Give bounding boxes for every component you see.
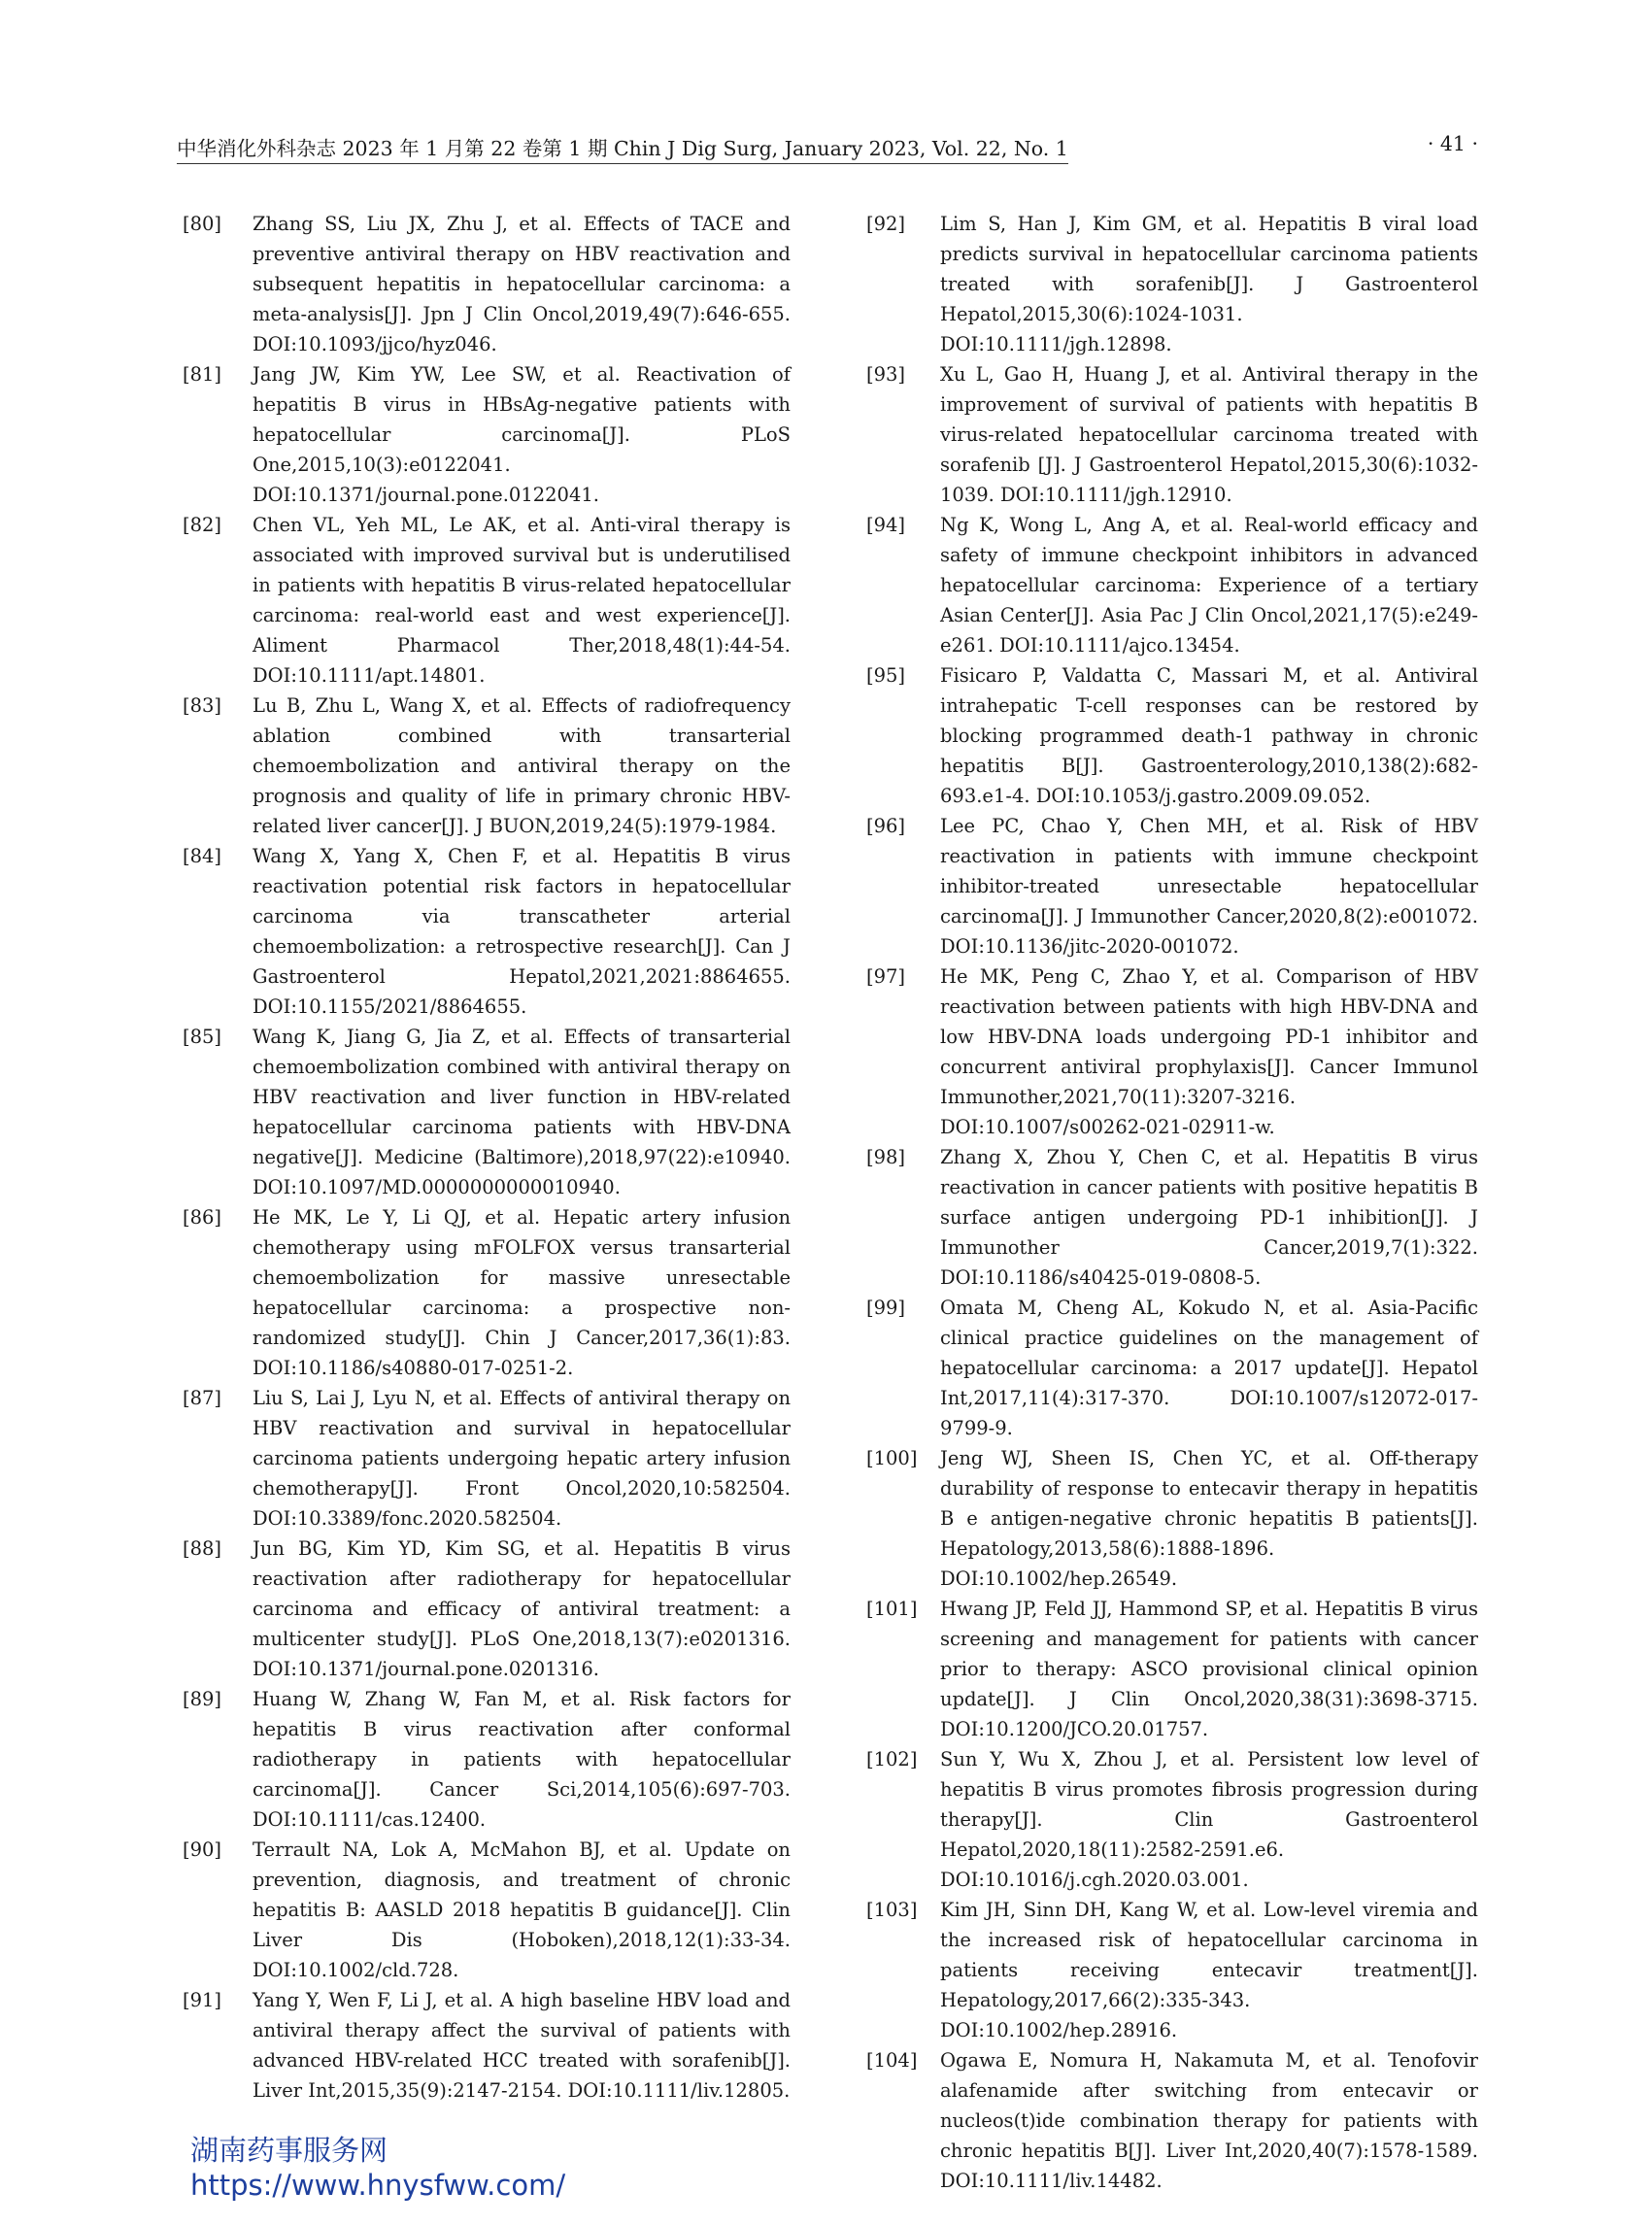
reference-number: [96]: [866, 815, 906, 837]
reference-item: [866, 1443, 1478, 1594]
reference-item: [866, 1895, 1478, 2045]
journal-citation: 中华消化外科杂志 2023 年 1 月第 22 卷第 1 期 Chin J Dig Surg, January 2023, Vol. 22, No. 1: [177, 132, 1068, 164]
reference-number: [88]: [183, 1537, 222, 1560]
reference-number: [93]: [866, 363, 906, 386]
reference-text: Wang K, Jiang G, Jia Z, et al. Effects of transarterial chemoembolization combined with antiviral therapy on HBV reactivation and liver function in HBV-related hepatocellular carcinoma patients with HBV-DNA negative[J]. Medicine (Baltimore),2018,97(22):e10940. DOI:10.1097/MD.0000000000010940.: [253, 1026, 791, 1198]
reference-number: [102]: [866, 1748, 918, 1770]
reference-number: [91]: [183, 1989, 222, 2011]
reference-number: [81]: [183, 363, 222, 386]
reference-item: [866, 510, 1478, 660]
reference-item: [866, 209, 1478, 359]
reference-number: [95]: [866, 664, 906, 687]
reference-text: Omata M, Cheng AL, Kokudo N, et al. Asia-Pacific clinical practice guidelines on the management of hepatocellular carcinoma: a 2017 update[J]. Hepatol Int,2017,11(4):317-370. DOI:10.1007/s12072-017-9799-9.: [940, 1297, 1478, 1439]
reference-text: Lim S, Han J, Kim GM, et al. Hepatitis B viral load predicts survival in hepatocellular carcinoma patients treated with sorafenib[J]. J Gastroenterol Hepatol,2015,30(6):1024-1031. DOI:10.1111/jgh.12898.: [940, 213, 1478, 355]
reference-number: [100]: [866, 1447, 918, 1469]
reference-item: [183, 359, 791, 510]
reference-item: [183, 1383, 791, 1534]
reference-text: Ng K, Wong L, Ang A, et al. Real-world efficacy and safety of immune checkpoint inhibitors in advanced hepatocellular carcinoma: Experience of a tertiary Asian Center[J]. Asia Pac J Clin Oncol,2021,17(5):e249-e261. DOI:10.1111/ajco.13454.: [940, 514, 1478, 657]
reference-number: [80]: [183, 213, 222, 235]
running-header: [177, 132, 1478, 161]
reference-item: [866, 660, 1478, 811]
reference-number: [94]: [866, 514, 906, 536]
reference-column-right: [866, 209, 1478, 2196]
reference-text: Lu B, Zhu L, Wang X, et al. Effects of radiofrequency ablation combined with transarterial chemoembolization and antiviral therapy on the prognosis and quality of life in primary chronic HBV-related liver cancer[J]. J BUON,2019,24(5):1979-1984.: [253, 694, 791, 837]
reference-text: Wang X, Yang X, Chen F, et al. Hepatitis B virus reactivation potential risk factors in hepatocellular carcinoma via transcatheter arterial chemoembolization: a retrospective research[J]. Can J Gastroenterol Hepatol,2021,2021:8864655. DOI:10.1155/2021/8864655.: [253, 845, 791, 1018]
reference-item: [183, 510, 791, 691]
reference-text: Liu S, Lai J, Lyu N, et al. Effects of antiviral therapy on HBV reactivation and survival in hepatocellular carcinoma patients undergoing hepatic artery infusion chemotherapy[J]. Front Oncol,2020,10:582504. DOI:10.3389/fonc.2020.582504.: [253, 1387, 791, 1530]
reference-item: [866, 1594, 1478, 1744]
reference-number: [104]: [866, 2049, 918, 2072]
reference-column-left: [183, 209, 791, 2106]
reference-item: [866, 1293, 1478, 1443]
reference-item: [866, 359, 1478, 510]
reference-item: [183, 209, 791, 359]
reference-number: [98]: [866, 1146, 906, 1168]
reference-number: [82]: [183, 514, 222, 536]
reference-number: [97]: [866, 965, 906, 988]
watermark-url: https://www.hnysfww.com/: [190, 2169, 566, 2202]
reference-item: [866, 961, 1478, 1142]
reference-number: [84]: [183, 845, 222, 867]
reference-item: [183, 1985, 791, 2106]
reference-text: Terrault NA, Lok A, McMahon BJ, et al. Update on prevention, diagnosis, and treatment of chronic hepatitis B: AASLD 2018 hepatitis B guidance[J]. Clin Liver Dis (Hoboken),2018,12(1):33-34. DOI:10.1002/cld.728.: [253, 1838, 791, 1981]
reference-item: [183, 1835, 791, 1985]
watermark: [190, 2133, 565, 2203]
reference-text: Jun BG, Kim YD, Kim SG, et al. Hepatitis B virus reactivation after radiotherapy for hepatocellular carcinoma and efficacy of antiviral treatment: a multicenter study[J]. PLoS One,2018,13(7):e0201316. DOI:10.1371/journal.pone.0201316.: [253, 1537, 791, 1680]
reference-text: Hwang JP, Feld JJ, Hammond SP, et al. Hepatitis B virus screening and management for patients with cancer prior to therapy: ASCO provisional clinical opinion update[J]. J Clin Oncol,2020,38(31):3698-3715. DOI:10.1200/JCO.20.01757.: [940, 1598, 1478, 1740]
reference-number: [89]: [183, 1688, 222, 1710]
reference-number: [99]: [866, 1297, 906, 1319]
reference-text: Sun Y, Wu X, Zhou J, et al. Persistent low level of hepatitis B virus promotes fibrosis progression during therapy[J]. Clin Gastroenterol Hepatol,2020,18(11):2582-2591.e6. DOI:10.1016/j.cgh.2020.03.001.: [940, 1748, 1478, 1891]
reference-text: Kim JH, Sinn DH, Kang W, et al. Low-level viremia and the increased risk of hepatocellular carcinoma in patients receiving entecavir treatment[J]. Hepatology,2017,66(2):335-343. DOI:10.1002/hep.28916.: [940, 1899, 1478, 2041]
reference-number: [103]: [866, 1899, 918, 1921]
reference-text: Huang W, Zhang W, Fan M, et al. Risk factors for hepatitis B virus reactivation after conformal radiotherapy in patients with hepatocellular carcinoma[J]. Cancer Sci,2014,105(6):697-703. DOI:10.1111/cas.12400.: [253, 1688, 791, 1831]
reference-number: [101]: [866, 1598, 918, 1620]
reference-item: [183, 1684, 791, 1835]
reference-text: Chen VL, Yeh ML, Le AK, et al. Anti-viral therapy is associated with improved survival but is underutilised in patients with hepatitis B virus-related hepatocellular carcinoma: real-world east and west experience[J]. Aliment Pharmacol Ther,2018,48(1):44-54. DOI:10.1111/apt.14801.: [253, 514, 791, 687]
reference-text: Jeng WJ, Sheen IS, Chen YC, et al. Off-therapy durability of response to entecavir therapy in hepatitis B e antigen-negative chronic hepatitis B patients[J]. Hepatology,2013,58(6):1888-1896. DOI:10.1002/hep.26549.: [940, 1447, 1478, 1590]
reference-number: [85]: [183, 1026, 222, 1048]
reference-item: [183, 1534, 791, 1684]
reference-number: [86]: [183, 1206, 222, 1229]
reference-text: Ogawa E, Nomura H, Nakamuta M, et al. Tenofovir alafenamide after switching from entecavir or nucleos(t)ide combination therapy for patients with chronic hepatitis B[J]. Liver Int,2020,40(7):1578-1589. DOI:10.1111/liv.14482.: [940, 2049, 1478, 2192]
reference-number: [87]: [183, 1387, 222, 1409]
reference-text: Zhang SS, Liu JX, Zhu J, et al. Effects of TACE and preventive antiviral therapy on HBV reactivation and subsequent hepatitis in hepatocellular carcinoma: a meta-analysis[J]. Jpn J Clin Oncol,2019,49(7):646-655. DOI:10.1093/jjco/hyz046.: [253, 213, 791, 355]
reference-text: Jang JW, Kim YW, Lee SW, et al. Reactivation of hepatitis B virus in HBsAg-negative patients with hepatocellular carcinoma[J]. PLoS One,2015,10(3):e0122041. DOI:10.1371/journal.pone.0122041.: [253, 363, 791, 506]
reference-text: He MK, Peng C, Zhao Y, et al. Comparison of HBV reactivation between patients with high HBV-DNA and low HBV-DNA loads undergoing PD-1 inhibitor and concurrent antiviral prophylaxis[J]. Cancer Immunol Immunother,2021,70(11):3207-3216. DOI:10.1007/s00262-021-02911-w.: [940, 965, 1478, 1138]
reference-number: [92]: [866, 213, 906, 235]
reference-item: [866, 2045, 1478, 2196]
reference-text: He MK, Le Y, Li QJ, et al. Hepatic artery infusion chemotherapy using mFOLFOX versus transarterial chemoembolization for massive unresectable hepatocellular carcinoma: a prospective non-randomized study[J]. Chin J Cancer,2017,36(1):83. DOI:10.1186/s40880-017-0251-2.: [253, 1206, 791, 1379]
reference-text: Yang Y, Wen F, Li J, et al. A high baseline HBV load and antiviral therapy affect the survival of patients with advanced HBV-related HCC treated with sorafenib[J]. Liver Int,2015,35(9):2147-2154. DOI:10.1111/liv.12805.: [253, 1989, 791, 2102]
reference-text: Fisicaro P, Valdatta C, Massari M, et al. Antiviral intrahepatic T-cell responses can be restored by blocking programmed death-1 pathway in chronic hepatitis B[J]. Gastroenterology,2010,138(2):682-693.e1-4. DOI:10.1053/j.gastro.2009.09.052.: [940, 664, 1478, 807]
reference-item: [866, 1744, 1478, 1895]
reference-item: [183, 691, 791, 841]
reference-item: [183, 1022, 791, 1202]
reference-item: [183, 841, 791, 1022]
reference-text: Lee PC, Chao Y, Chen MH, et al. Risk of HBV reactivation in patients with immune checkpoint inhibitor-treated unresectable hepatocellular carcinoma[J]. J Immunother Cancer,2020,8(2):e001072. DOI:10.1136/jitc-2020-001072.: [940, 815, 1478, 958]
reference-number: [83]: [183, 694, 222, 717]
reference-text: Xu L, Gao H, Huang J, et al. Antiviral therapy in the improvement of survival of patients with hepatitis B virus-related hepatocellular carcinoma treated with sorafenib [J]. J Gastroenterol Hepatol,2015,30(6):1032-1039. DOI:10.1111/jgh.12910.: [940, 363, 1478, 506]
reference-item: [183, 1202, 791, 1383]
page-number: · 41 ·: [1427, 132, 1478, 155]
reference-text: Zhang X, Zhou Y, Chen C, et al. Hepatitis B virus reactivation in cancer patients with positive hepatitis B surface antigen undergoing PD-1 inhibition[J]. J Immunother Cancer,2019,7(1):322. DOI:10.1186/s40425-019-0808-5.: [940, 1146, 1478, 1289]
reference-number: [90]: [183, 1838, 222, 1861]
watermark-site-name: 湖南药事服务网: [190, 2134, 388, 2167]
reference-item: [866, 1142, 1478, 1293]
reference-item: [866, 811, 1478, 961]
